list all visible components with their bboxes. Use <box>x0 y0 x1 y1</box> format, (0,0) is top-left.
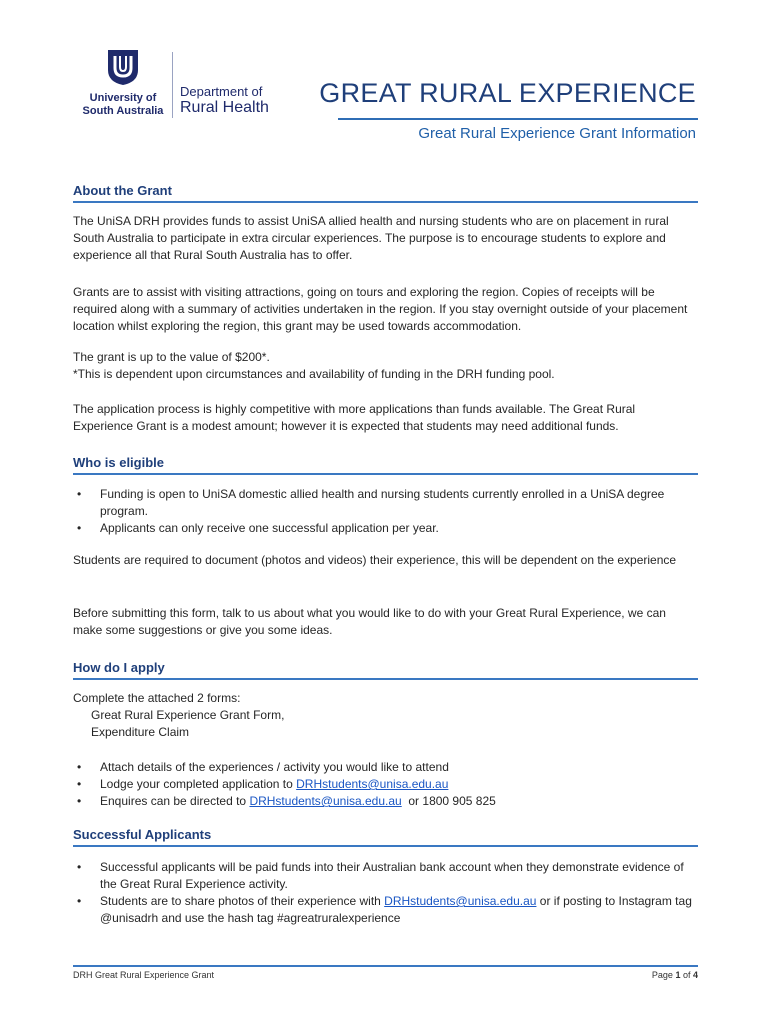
list-item <box>73 486 698 520</box>
email-link[interactable]: DRHstudents@unisa.edu.au <box>249 794 402 808</box>
section-heading-successful: Successful Applicants <box>73 827 698 847</box>
university-name <box>80 92 166 118</box>
unisa-shield-logo-icon <box>106 48 140 86</box>
about-paragraph-4: The application process is highly competitive with more applications than funds available. The Great Rural Experience Grant is a modest amount; however it is expected that students may need additional funds. <box>73 402 636 433</box>
footer-page-number <box>652 970 698 980</box>
eligible-bullet-list <box>73 486 698 537</box>
list-item <box>73 776 698 793</box>
department-line1: Department of <box>180 84 263 99</box>
successful-bullet-2-suffix: or if posting to Instagram tag @unisadrh and use the hash tag #agreatruralexperience <box>100 894 692 925</box>
apply-bullet-3-suffix: or 1800 905 825 <box>401 794 496 808</box>
page-subtitle: Great Rural Experience Grant Information <box>418 125 696 142</box>
eligible-bullet-2: Applicants can only receive one successful application per year. <box>100 521 439 535</box>
footer-rule <box>73 965 698 967</box>
list-item <box>73 859 698 893</box>
bullet-icon: • <box>77 777 82 791</box>
list-item <box>73 759 698 776</box>
page-label: Page <box>651 970 676 980</box>
eligible-paragraph-2: Before submitting this form, talk to us about what you would like to do with your Great Rural Experience, we can make some suggestions or give you some ideas. <box>73 606 666 637</box>
list-item <box>73 520 698 537</box>
apply-intro: Complete the attached 2 forms: <box>73 691 241 705</box>
apply-bullet-2-prefix: Lodge your completed application to <box>100 777 297 791</box>
page-of: of <box>680 970 693 980</box>
successful-bullet-1: Successful applicants will be paid funds into their Australian bank account when they demonstrate evidence of the Great Rural Experience activity. <box>100 860 684 891</box>
email-link[interactable]: DRHstudents@unisa.edu.au <box>296 777 449 791</box>
page-title: GREAT RURAL EXPERIENCE <box>319 78 696 108</box>
apply-forms-block <box>73 690 698 741</box>
bullet-icon: • <box>77 794 82 808</box>
logo-divider <box>172 52 173 118</box>
apply-form-1: Great Rural Experience Grant Form, <box>91 708 285 722</box>
page-total: 4 <box>692 970 698 980</box>
section-heading-about: About the Grant <box>73 183 698 203</box>
apply-bullet-1: Attach details of the experiences / activity you would like to attend <box>100 760 449 774</box>
apply-bullet-list <box>73 759 698 810</box>
eligible-paragraph-1: Students are required to document (photos and videos) their experience, this will be dependent on the experience <box>73 553 677 567</box>
section-heading-apply: How do I apply <box>73 660 698 680</box>
bullet-icon: • <box>77 860 82 874</box>
page-current: 1 <box>675 970 681 980</box>
list-item <box>73 893 698 927</box>
about-paragraph-2: Grants are to assist with visiting attractions, going on tours and exploring the region. Copies of receipts will be required along with a summary of activities undertaken in the region. If you stay overnight outside of your placement location whilst exploring the region, this grant may be used towards accommodation. <box>73 285 688 333</box>
grant-note-line: *This is dependent upon circumstances and availability of funding in the DRH funding pool. <box>73 367 555 381</box>
university-name-line2: South Australia <box>82 105 164 117</box>
successful-bullet-2-prefix: Students are to share photos of their experience with <box>100 894 385 908</box>
bullet-icon: • <box>77 487 82 501</box>
section-heading-eligible: Who is eligible <box>73 455 698 475</box>
list-item <box>73 793 698 810</box>
university-name-line1: University of <box>89 92 157 104</box>
bullet-icon: • <box>77 760 82 774</box>
bullet-icon: • <box>77 521 82 535</box>
title-rule <box>338 118 698 120</box>
unisa-logo <box>80 48 166 118</box>
bullet-icon: • <box>77 894 82 908</box>
email-link[interactable]: DRHstudents@unisa.edu.au <box>384 894 537 908</box>
apply-bullet-3-prefix: Enquires can be directed to <box>100 794 250 808</box>
about-paragraph-1: The UniSA DRH provides funds to assist UniSA allied health and nursing students who are on placement in rural South Australia to participate in extra circular experiences. The purpose is to encourage students to explore and experience all that Rural South Australia has to offer. <box>73 214 669 262</box>
footer-document-title: DRH Great Rural Experience Grant <box>73 970 215 980</box>
grant-value-line: The grant is up to the value of $200*. <box>73 350 270 364</box>
apply-form-2: Expenditure Claim <box>91 725 190 739</box>
eligible-bullet-1: Funding is open to UniSA domestic allied health and nursing students currently enrolled in a UniSA degree program. <box>100 487 665 518</box>
about-paragraph-3 <box>73 349 698 383</box>
department-line2: Rural Health <box>180 99 269 116</box>
successful-bullet-list <box>73 859 698 927</box>
department-logo <box>180 84 269 117</box>
